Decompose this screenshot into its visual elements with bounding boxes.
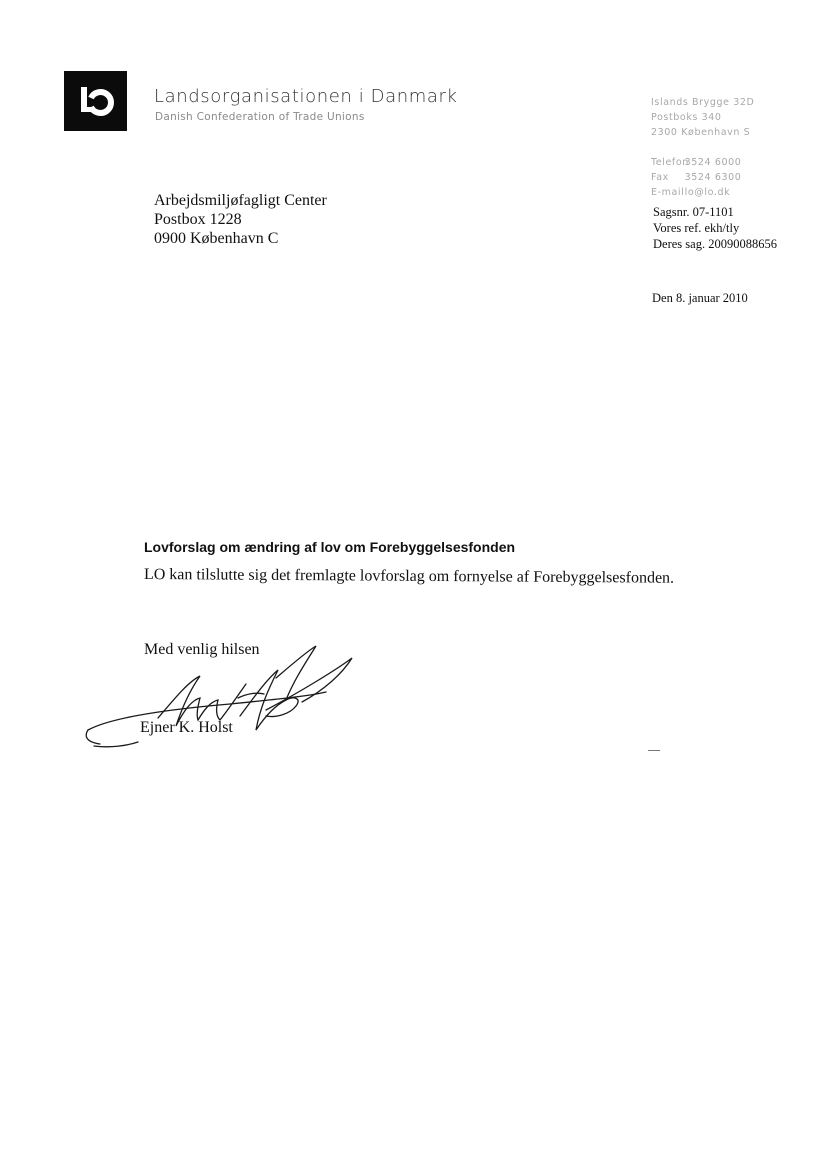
- our-reference: Vores ref. ekh/tly: [653, 221, 740, 235]
- letter-date: Den 8. januar 2010: [652, 291, 748, 305]
- case-number: Sagsnr. 07-1101: [653, 205, 734, 219]
- signer-name: Ejner K. Holst: [140, 719, 233, 736]
- email-line: [651, 187, 730, 198]
- lo-logo: [64, 71, 127, 131]
- email-label: E-mail: [651, 187, 685, 198]
- letter-body: LO kan tilslutte sig det fremlagte lovforslag om fornyelse af Forebyggelsesfonden.: [143, 566, 675, 587]
- recipient-city: 0900 København C: [154, 230, 279, 247]
- organisation-name-english: Danish Confederation of Trade Unions: [155, 111, 365, 123]
- your-case-reference: Deres sag. 20090088656: [653, 237, 777, 251]
- fax-label: Fax: [651, 172, 669, 183]
- recipient-name: Arbejdsmiljøfagligt Center: [154, 192, 327, 209]
- address-line: 2300 København S: [651, 127, 751, 138]
- phone-line: [651, 157, 741, 168]
- recipient-address: [154, 191, 327, 248]
- phone-value: 3524 6000: [684, 157, 742, 168]
- organisation-name: Landsorganisationen i Danmark: [154, 86, 458, 107]
- reference-block: [653, 204, 777, 252]
- fax-line: [651, 172, 741, 183]
- handwritten-signature: [80, 640, 380, 760]
- stray-mark: [648, 750, 660, 751]
- phone-label: Telefon: [651, 157, 689, 168]
- lo-logo-icon: [64, 71, 127, 131]
- closing-greeting: Med venlig hilsen: [144, 641, 260, 658]
- fax-value: 3524 6300: [684, 172, 742, 183]
- email-value: lo@lo.dk: [684, 187, 731, 198]
- recipient-street: Postbox 1228: [154, 211, 242, 228]
- letter-subject: Lovforslag om ændring af lov om Forebyggelsesfonden: [144, 539, 516, 555]
- address-line: Islands Brygge 32D: [651, 97, 755, 108]
- address-line: Postboks 340: [651, 112, 722, 123]
